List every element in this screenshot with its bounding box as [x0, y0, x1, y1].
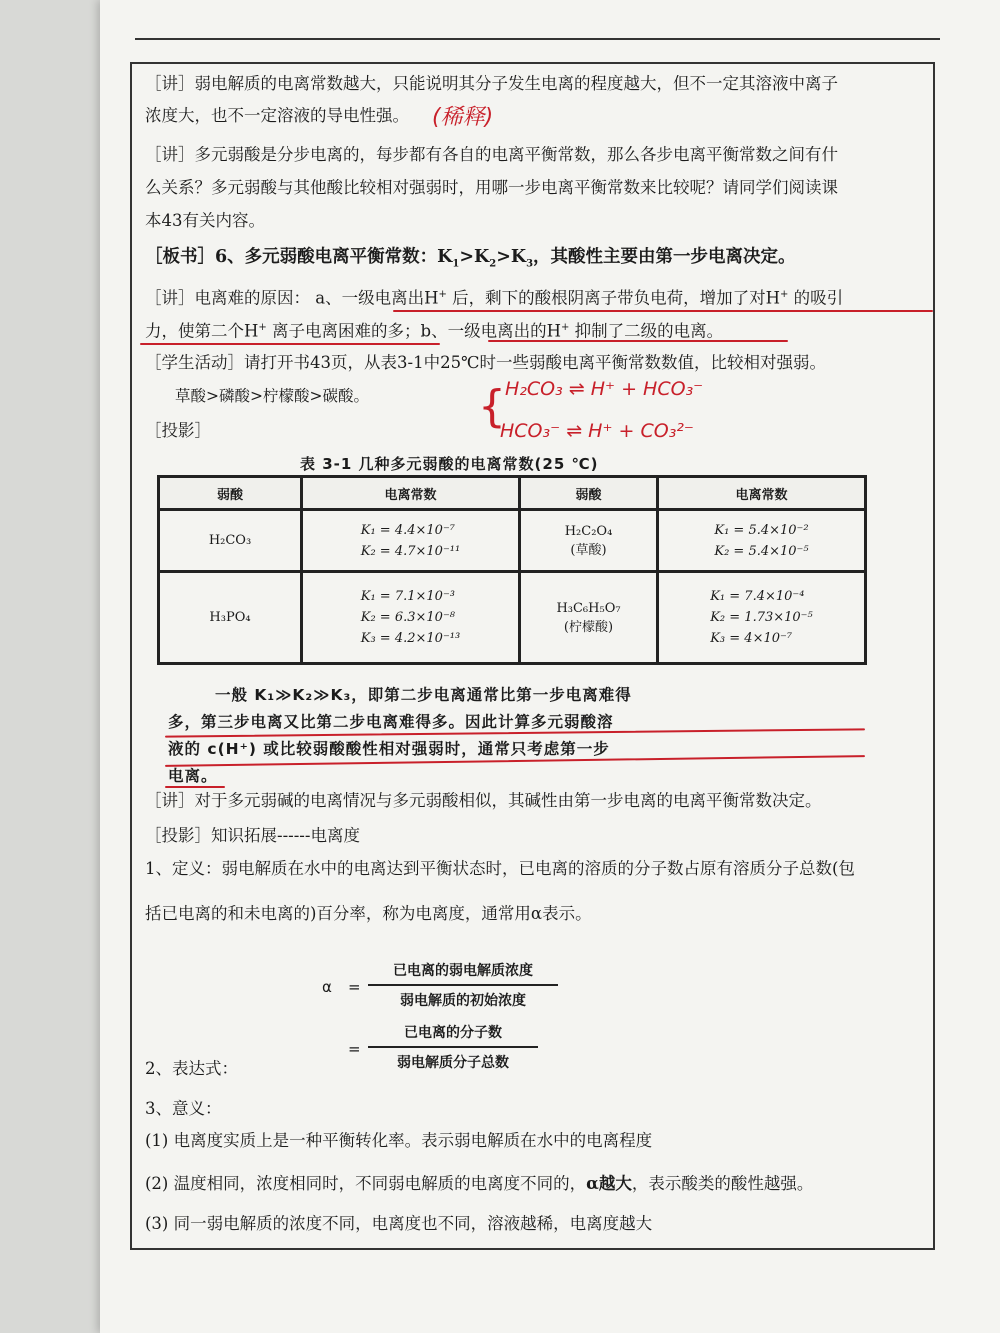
meaning-item-2-bold: α越大 [586, 1174, 632, 1193]
equals-sign-2: = [348, 1040, 361, 1058]
constant-value: K₁ = 7.1×10⁻³ [360, 589, 456, 604]
text-line-1: ［讲］弱电解质的电离常数越大，只能说明其分子发生电离的程度越大，但不一定其溶液中离子 [145, 74, 838, 93]
k3-subscript: 3 [526, 258, 534, 270]
table-header-constant: 电离常数 [658, 477, 866, 510]
table-caption: 表 3-1 几种多元弱酸的电离常数(25 ℃) [300, 455, 599, 473]
text-line-8-b: 离子电离困难的多；b、一级电离出的H [266, 321, 561, 341]
definition-line-1: 1、定义：弱电解质在水中的电离达到平衡状态时，已电离的溶质的分子数占原有溶质分子总数(包 [145, 859, 855, 878]
board-note-suffix: ，其酸性主要由第一步电离决定。 [533, 247, 796, 267]
board-note-prefix: ［板书］6、多元弱酸电离平衡常数：K [145, 247, 453, 267]
h-plus-superscript: + [438, 289, 447, 300]
handwritten-equation-2: HCO₃⁻ ⇌ H⁺ + CO₃²⁻ [500, 420, 694, 442]
text-line-5: 本43有关内容。 [145, 211, 265, 230]
text-line-7-c: 的吸引 [788, 288, 844, 308]
board-note-line [145, 246, 796, 276]
acid-cell: H₂CO₃ [159, 510, 302, 572]
header-rule [135, 38, 940, 40]
gt-k2: >K [459, 247, 490, 267]
book-text-line-2: 多，第三步电离又比第二步电离难得多。因此计算多元弱酸溶 [168, 713, 614, 731]
book-text-line-3: 液的 c(H⁺) 或比较弱酸酸性相对强弱时，通常只考虑第一步 [168, 740, 610, 758]
constant-cell [658, 572, 866, 664]
table-header-acid: 弱酸 [159, 477, 302, 510]
meaning-label: 3、意义： [145, 1099, 222, 1118]
constant-cell [658, 510, 866, 572]
text-line-8-c: 抑制了二级的电离。 [569, 321, 724, 341]
text-line-7 [145, 284, 843, 310]
red-underline-3 [488, 340, 788, 342]
table-row [159, 572, 866, 664]
text-line-9: ［学生活动］请打开书43页，从表3-1中25℃时一些弱酸电离平衡常数数值，比较相对强弱。 [145, 353, 827, 372]
constant-cell [302, 510, 520, 572]
h-plus-superscript: + [560, 322, 570, 333]
ionization-constant-table [157, 475, 867, 665]
meaning-item-3: (3) 同一弱电解质的浓度不同，电离度也不同，溶液越稀，电离度越大 [145, 1214, 653, 1233]
constant-value: K₂ = 6.3×10⁻⁸ [360, 610, 456, 625]
constant-value: K₂ = 4.7×10⁻¹¹ [360, 543, 461, 559]
acid-cell [520, 510, 658, 572]
equals-sign-1: = [348, 978, 361, 996]
handwritten-dilute-note: (稀释) [432, 105, 494, 130]
meaning-item-2 [145, 1173, 813, 1195]
fraction-molecules [368, 1022, 538, 1072]
acid-formula: H₂C₂O₄ [564, 523, 613, 539]
fraction-numerator: 已电离的分子数 [404, 1025, 502, 1041]
fraction-bar [368, 1046, 538, 1048]
alpha-symbol: α [322, 978, 332, 996]
meaning-item-2-a: (2) 温度相同，浓度相同时，不同弱电解质的电离度不同的， [145, 1174, 587, 1193]
acid-ranking: 草酸>磷酸>柠檬酸>碳酸。 [175, 387, 369, 405]
projection-label: ［投影］ [145, 421, 211, 440]
gt-k3: >K [496, 247, 527, 267]
acid-name: (柠檬酸) [563, 619, 614, 635]
table-header-constant: 电离常数 [302, 477, 520, 510]
fraction-denominator: 弱电解质的初始浓度 [400, 992, 526, 1009]
text-line-8-a: 力，使第二个H [145, 321, 259, 341]
constant-value: K₃ = 4×10⁻⁷ [710, 631, 793, 646]
book-text-line-1: 一般 K₁≫K₂≫K₃，即第二步电离通常比第一步电离难得 [215, 686, 632, 704]
constant-value: K₃ = 4.2×10⁻¹³ [360, 631, 461, 646]
handwritten-equation-1: H₂CO₃ ⇌ H⁺ + HCO₃⁻ [505, 378, 704, 400]
h-plus-superscript: + [780, 289, 789, 300]
red-underline-2 [140, 343, 440, 345]
red-underline-6 [165, 786, 225, 788]
fraction-numerator: 已电离的弱电解质浓度 [393, 963, 533, 979]
table-row [159, 510, 866, 572]
table-header-acid: 弱酸 [520, 477, 658, 510]
constant-value: K₁ = 4.4×10⁻⁷ [360, 522, 456, 538]
red-underline-1 [393, 310, 933, 312]
acid-formula: H₃C₆H₅O₇ [556, 600, 621, 616]
text-line-7-b: 后，剩下的酸根阴离子带负电荷，增加了对H [446, 288, 781, 308]
book-text-line-4: 电离。 [168, 767, 218, 785]
k1-subscript: 1 [452, 258, 460, 270]
fraction-denominator: 弱电解质分子总数 [397, 1054, 509, 1071]
constant-value: K₁ = 7.4×10⁻⁴ [710, 589, 805, 604]
acid-cell [520, 572, 658, 664]
text-line-8 [145, 317, 723, 343]
fraction-bar [368, 984, 558, 986]
constant-value: K₂ = 1.73×10⁻⁵ [710, 610, 813, 625]
constant-value: K₂ = 5.4×10⁻⁵ [714, 543, 809, 559]
definition-line-2: 括已电离的和未电离的)百分率，称为电离度，通常用α表示。 [145, 904, 592, 923]
expression-label: 2、表达式： [145, 1059, 238, 1078]
acid-name: (草酸) [570, 542, 607, 558]
text-line-12: ［讲］对于多元弱碱的电离情况与多元弱酸相似，其碱性由第一步电离的电离平衡常数决定。 [145, 791, 822, 810]
handwritten-brace: { [478, 381, 506, 432]
constant-cell [302, 572, 520, 664]
meaning-item-1: (1) 电离度实质上是一种平衡转化率。表示弱电解质在水中的电离程度 [145, 1131, 653, 1150]
table-header-row [159, 477, 866, 510]
acid-cell: H₃PO₄ [159, 572, 302, 664]
k2-subscript: 2 [489, 258, 497, 270]
text-line-7-a: ［讲］电离难的原因： a、一级电离出H [145, 288, 439, 308]
constant-value: K₁ = 5.4×10⁻² [714, 522, 809, 538]
text-line-2: 浓度大，也不一定溶液的导电性强。 [145, 106, 409, 125]
text-line-3: ［讲］多元弱酸是分步电离的，每步都有各自的电离平衡常数，那么各步电离平衡常数之间有什 [145, 145, 838, 164]
text-line-4: 么关系？多元弱酸与其他酸比较相对强弱时，用哪一步电离平衡常数来比较呢？请同学们阅读课 [145, 178, 838, 197]
meaning-item-2-c: ，表示酸类的酸性越强。 [631, 1174, 814, 1193]
fraction-concentration [368, 960, 558, 1010]
h-plus-superscript: + [258, 322, 267, 333]
knowledge-extension-heading: ［投影］知识拓展------电离度 [145, 826, 360, 845]
